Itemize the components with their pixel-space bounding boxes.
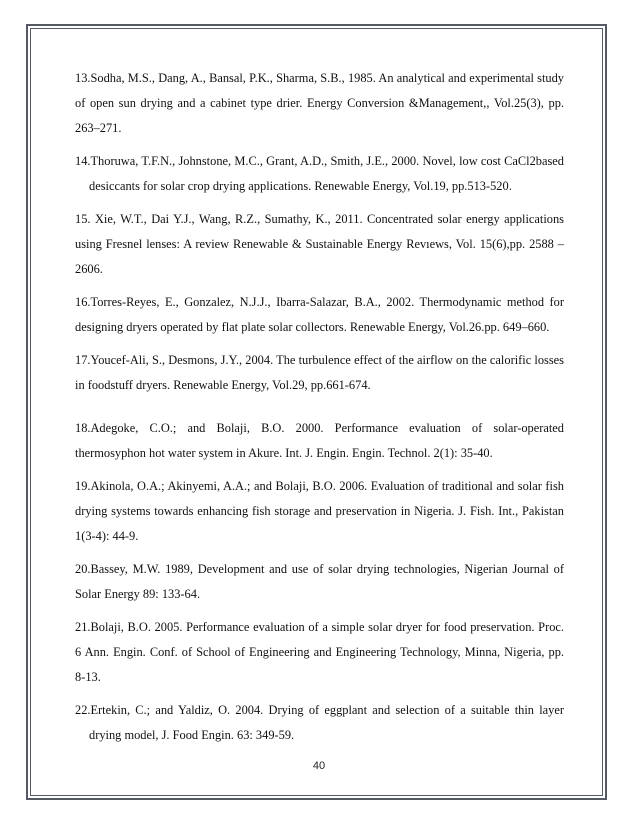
reference-13: 13.Sodha, M.S., Dang, A., Bansal, P.K., Sharma, S.B., 1985. An analytical and experimental study of open sun drying and a cabinet type drier. Energy Conversion &Management,, Vol.25(3), pp. 263–271. (75, 71, 564, 135)
reference-18: 18.Adegoke, C.O.; and Bolaji, B.O. 2000. Performance evaluation of solar-operated thermosyphon hot water system in Akure. Int. J. Engin. Engin. Technol. 2(1): 35-40. (75, 421, 564, 460)
reference-15: 15. Xie, W.T., Dai Y.J., Wang, R.Z., Sumathy, K., 2011. Concentrated solar energy applications using Fresnel lenses: A review Renewable & Sustainable Energy Revıews, Vol. 15(6),pp. 2588 – 2606. (75, 212, 564, 276)
reference-list (75, 66, 564, 748)
reference-14: 14.Thoruwa, T.F.N., Johnstone, M.C., Grant, A.D., Smith, J.E., 2000. Novel, low cost CaCl2based desiccants for solar crop drying applications. Renewable Energy, Vol.19, pp.513-520. (75, 154, 564, 193)
reference-17: 17.Youcef-Ali, S., Desmons, J.Y., 2004. The turbulence effect of the airflow on the calorific losses in foodstuff dryers. Renewable Energy, Vol.29, pp.661-674. (75, 353, 564, 392)
reference-22: 22.Ertekin, C.; and Yaldiz, O. 2004. Drying of eggplant and selection of a suitable thin layer drying model, J. Food Engin. 63: 349-59. (75, 703, 564, 742)
reference-16: 16.Torres-Reyes, E., Gonzalez, N.J.J., Ibarra-Salazar, B.A., 2002. Thermodynamic method for designing dryers operated by flat plate solar collectors. Renewable Energy, Vol.26.pp. 649–660. (75, 295, 564, 334)
reference-20: 20.Bassey, M.W. 1989, Development and use of solar drying technologies, Nigerian Journal of Solar Energy 89: 133-64. (75, 562, 564, 601)
reference-19: 19.Akinola, O.A.; Akinyemi, A.A.; and Bolaji, B.O. 2006. Evaluation of traditional and solar fish drying systems towards enhancing fish storage and preservation in Nigeria. J. Fish. Int., Pakistan 1(3-4): 44-9. (75, 479, 564, 543)
reference-21: 21.Bolaji, B.O. 2005. Performance evaluation of a simple solar dryer for food preservation. Proc. 6 Ann. Engin. Conf. of School of Engineering and Engineering Technology, Minna, Nigeria, pp. 8-13. (75, 620, 564, 684)
page-number: 40 (312, 760, 326, 772)
